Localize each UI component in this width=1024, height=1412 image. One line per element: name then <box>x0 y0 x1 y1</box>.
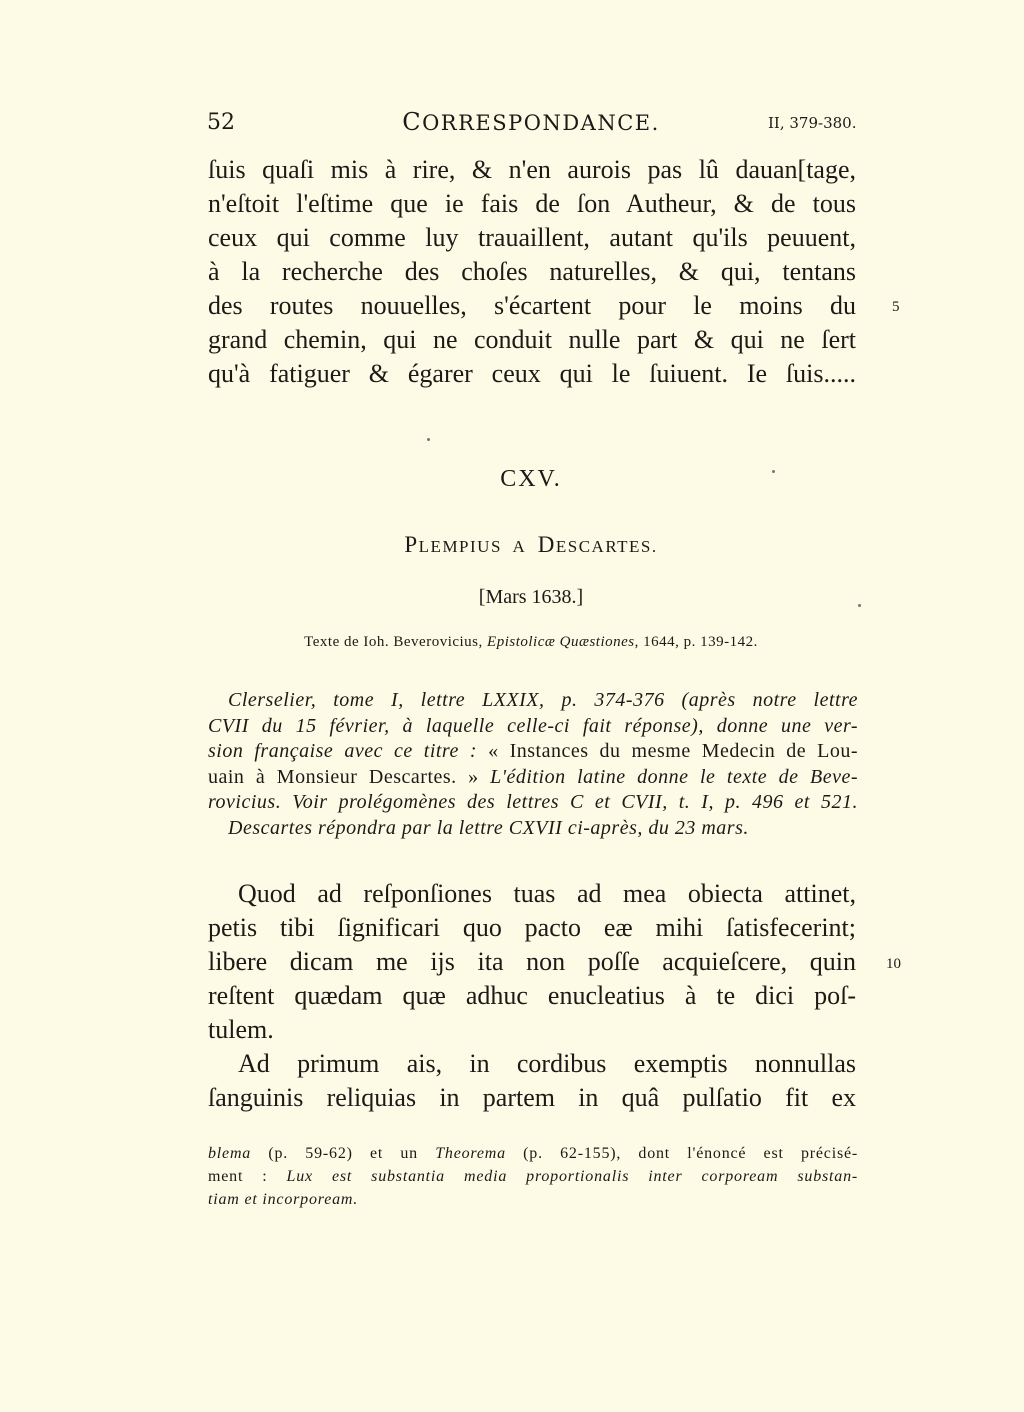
note-line: rovicius. Voir prolégomènes des lettres C et CVII, t. I, p. 496 et 521. <box>208 791 858 813</box>
page-reference: II, 379-380. <box>768 114 857 132</box>
running-title-initial: C <box>402 108 423 136</box>
text-line: reſtent quædam quæ adhuc enucleatius à te dici poſ- <box>208 981 856 1010</box>
footnote-roman: (p. 59-62) et un <box>251 1145 436 1162</box>
note-line: Clerselier, tome I, lettre LXXIX, p. 374-376 (après notre lettre <box>228 689 858 711</box>
note-line <box>208 739 858 765</box>
footnote-line <box>208 1165 858 1188</box>
footnote-italic: Theorema <box>435 1145 506 1162</box>
note-italic: sion française avec ce titre : <box>208 740 489 762</box>
text-line: ceux qui comme luy trauaillent, autant qu'ils peuuent, <box>208 223 856 252</box>
footnote-line <box>208 1188 858 1211</box>
text-line: Quod ad reſponſiones tuas ad mea obiecta attinet, <box>238 879 856 908</box>
note-line: Descartes répondra par la lettre CXVII ci-après, du 23 mars. <box>228 816 749 839</box>
continuation-text <box>208 153 856 391</box>
title-a: A <box>512 537 527 556</box>
note-roman: uain à Monsieur Descartes. » <box>208 765 479 788</box>
title-initial-p: P <box>404 532 419 557</box>
source-work: Epistolicæ Quæstiones <box>487 634 635 650</box>
letter-number: CXV. <box>500 466 562 492</box>
title-escartes: ESCARTES. <box>555 537 658 556</box>
footnote-roman: ment : <box>208 1168 287 1185</box>
note-italic: L'édition latine donne le texte de Beve- <box>478 765 858 788</box>
text-line: libere dicam me ijs ita non poſſe acquieſcere, quin <box>208 947 856 976</box>
footnote-italic: tiam et incorpoream. <box>208 1191 359 1208</box>
text-line: tulem. <box>208 1015 274 1044</box>
running-title <box>0 108 1024 136</box>
title-initial-d: D <box>537 532 556 557</box>
print-speck <box>427 438 430 441</box>
note-roman: « Instances du mesme Medecin de Lou- <box>488 740 858 762</box>
footnote-italic: blema <box>208 1145 252 1162</box>
footnote <box>208 1142 858 1211</box>
text-line: ſanguinis reliquias in partem in quâ pulſatio fit ex <box>208 1083 856 1112</box>
line-number-10: 10 <box>886 956 901 972</box>
letter-title <box>0 532 1024 558</box>
text-line: à la recherche des choſes naturelles, & qui, tentans <box>208 257 856 286</box>
text-line: ſuis quaſi mis à rire, & n'en aurois pas lû dauan[tage, <box>208 155 856 184</box>
text-line: grand chemin, qui ne conduit nulle part & qui ne ſert <box>208 325 856 354</box>
text-line: n'eſtoit l'eſtime que ie fais de ſon Autheur, & de tous <box>208 189 856 218</box>
source-prefix: Texte de Ioh. Beverovicius, <box>304 634 488 650</box>
line-number-5: 5 <box>892 299 900 315</box>
page-number: 52 <box>207 110 235 135</box>
footnote-line <box>208 1142 858 1165</box>
text-line: des routes nouuelles, s'écartent pour le moins du <box>208 291 856 320</box>
footnote-roman: (p. 62-155), dont l'énoncé est précisé- <box>505 1145 858 1162</box>
source-suffix: , 1644, p. 139-142. <box>634 634 758 650</box>
title-lemius: LEMPIUS <box>418 537 502 556</box>
text-line: qu'à fatiguer & égarer ceux qui le ſuiuent. Ie ſuis..... <box>208 359 856 388</box>
latin-text <box>208 877 856 1115</box>
editor-note <box>208 688 858 841</box>
text-line: petis tibi ſignificari quo pacto eæ mihi ſatisfecerint; <box>208 913 856 942</box>
note-line <box>208 765 858 791</box>
footnote-italic: Lux est substantia media proportionalis inter corpoream substan- <box>286 1168 858 1185</box>
note-line: CVII du 15 février, à laquelle celle-ci fait réponse), donne une ver- <box>208 714 858 737</box>
letter-source <box>0 634 1024 651</box>
running-title-rest: ORRESPONDANCE. <box>422 111 660 135</box>
letter-date: [Mars 1638.] <box>478 586 584 608</box>
text-line: Ad primum ais, in cordibus exemptis nonnullas <box>238 1049 856 1078</box>
